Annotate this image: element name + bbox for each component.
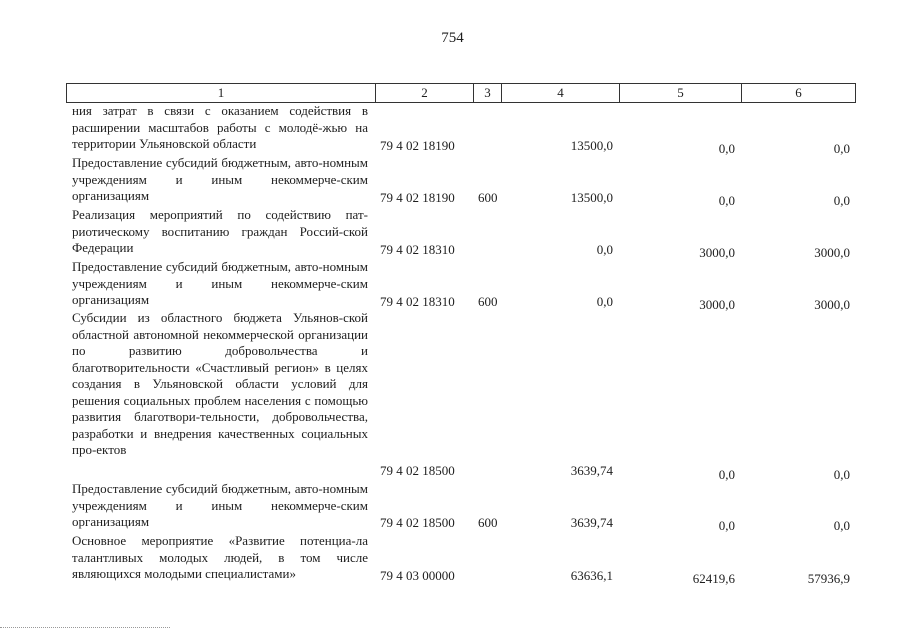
header-col-3: 3 [473,84,501,102]
row-code: 79 4 02 18500 [380,463,455,478]
row-code: 79 4 02 18310 [380,294,455,309]
row-col-5: 3000,0 [699,297,735,312]
row-col-5: 0,0 [718,193,735,208]
header-col-4: 4 [501,84,619,102]
row-description: Предоставление субсидий бюджетным, авто-номным учреждениям и иным некоммерче-ским организациям [72,481,368,529]
page-edge-mark [0,627,170,628]
row-description: Субсидии из областного бюджета Ульянов-ской областной автономной некоммерческой организации по развитию добровольчества и благотворительности «Счастливый регион» в целях создания в Ульяновской области условий для решения социальных проблем населения с помощью развития благотвори-тельности, добровольчества, разработки и внедрения качественных социальных про-ектов [72,310,368,457]
row-col-4: 0,0 [596,242,613,257]
header-col-2: 2 [375,84,473,102]
row-col-6: 0,0 [833,141,850,156]
row-col-4: 13500,0 [570,138,613,153]
row-code: 79 4 02 18190 [380,138,455,153]
row-col-4: 63636,1 [570,568,613,583]
row-col-6: 0,0 [833,518,850,533]
row-col-6: 0,0 [833,467,850,482]
row-col-4: 13500,0 [570,190,613,205]
header-col-1: 1 [217,85,225,100]
row-col-5: 0,0 [718,141,735,156]
row-col-6: 57936,9 [807,571,850,586]
row-col-5: 0,0 [718,518,735,533]
row-vr: 600 [478,294,498,309]
row-description: Предоставление субсидий бюджетным, авто-номным учреждениям и иным некоммерче-ским организациям [72,155,368,203]
row-description: ния затрат в связи с оказанием содействия в расширении масштабов работы с молодё-жью на территории Ульяновской области [72,103,368,151]
row-code: 79 4 02 18310 [380,242,455,257]
row-col-6: 3000,0 [814,297,850,312]
row-description: Реализация мероприятий по содействию пат-риотическому воспитанию граждан Россий-ской Федерации [72,207,368,255]
row-col-4: 0,0 [596,294,613,309]
row-code: 79 4 02 18500 [380,515,455,530]
row-col-4: 3639,74 [570,463,613,478]
row-code: 79 4 03 00000 [380,568,455,583]
header-col-5: 5 [619,84,741,102]
row-code: 79 4 02 18190 [380,190,455,205]
row-col-5: 62419,6 [692,571,735,586]
row-description: Предоставление субсидий бюджетным, авто-номным учреждениям и иным некоммерче-ским организациям [72,259,368,307]
header-col-6: 6 [741,84,855,102]
page-number: 754 [441,30,464,46]
row-col-5: 3000,0 [699,245,735,260]
row-vr: 600 [478,515,498,530]
table-header [66,83,856,103]
row-vr: 600 [478,190,498,205]
row-col-4: 3639,74 [570,515,613,530]
row-description: Основное мероприятие «Развитие потенциа-ла талантливых молодых людей, в том числе являющихся молодыми специалистами» [72,533,368,581]
row-col-6: 0,0 [833,193,850,208]
row-col-6: 3000,0 [814,245,850,260]
row-col-5: 0,0 [718,467,735,482]
